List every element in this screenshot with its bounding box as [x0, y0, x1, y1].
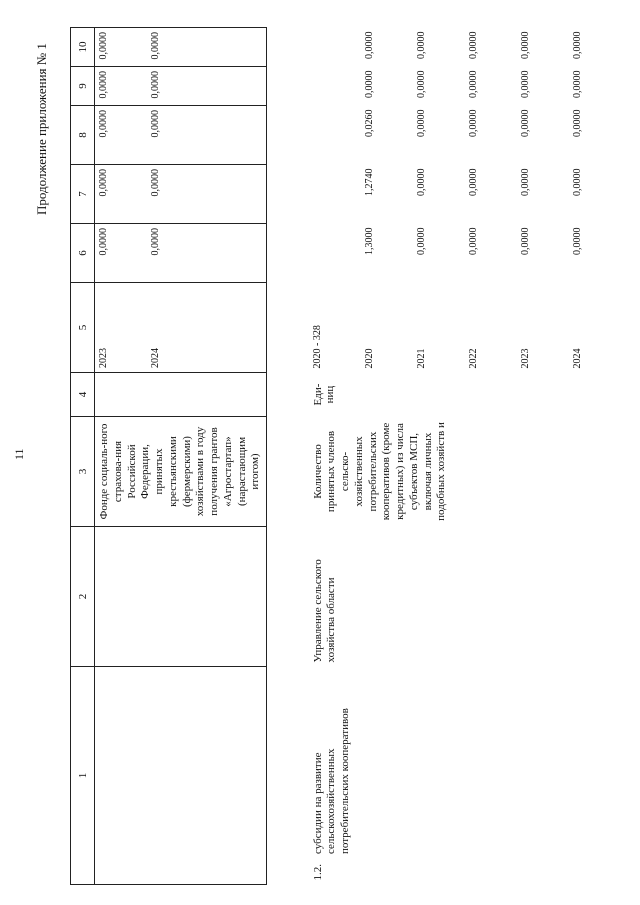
- value: 0,0000: [467, 109, 479, 137]
- value: 0,0000: [571, 109, 583, 137]
- value: 0,0000: [98, 71, 109, 99]
- value: 0,0000: [415, 227, 427, 255]
- year-value: 2023: [519, 348, 531, 369]
- base-value: 2020 - 328: [311, 325, 323, 369]
- value: 0,0000: [415, 109, 427, 137]
- value-cell: [95, 106, 267, 165]
- value: 0,0000: [519, 31, 531, 59]
- column-header: 2: [71, 527, 95, 667]
- column-header: 10: [71, 28, 95, 67]
- year-value: 2023: [98, 348, 109, 368]
- column-header: 1: [71, 667, 95, 885]
- empty-cell: [95, 667, 267, 885]
- section-description: субсидии на развитие сельскохозяйственных потребительских кооперативов: [311, 708, 351, 854]
- column-header: 8: [71, 106, 95, 165]
- value: 0,0000: [519, 109, 531, 137]
- value: 1,2740: [363, 168, 375, 196]
- column-number-row: [71, 28, 95, 885]
- value-cell: [95, 165, 267, 224]
- year-value: 2024: [150, 348, 161, 368]
- value: 0,0000: [363, 31, 375, 59]
- indicators-table: [70, 27, 627, 885]
- value: 0,0000: [98, 228, 109, 256]
- table-row: [95, 28, 267, 885]
- column-header: 4: [71, 373, 95, 417]
- value: 0,0000: [467, 70, 479, 98]
- continued-indicator-name: Фонде социаль-ного страхова-ния Российской Федерации, принятых крестьянскими (фермерскими) хозяйствами в году получения грантов «Агростартап» (нарастающим итогом): [95, 417, 267, 527]
- column-header: 5: [71, 283, 95, 373]
- value: 0,0000: [467, 227, 479, 255]
- appendix-header: Продолжение приложения № 1: [34, 43, 49, 215]
- value: 0,0000: [519, 227, 531, 255]
- value: 0,0000: [150, 110, 161, 138]
- value-cell: [309, 28, 627, 67]
- value: 0,0000: [98, 110, 109, 138]
- section-cell: [309, 667, 627, 885]
- value: 0,0000: [519, 70, 531, 98]
- value: 0,0000: [98, 32, 109, 60]
- year-value: 2024: [571, 348, 583, 369]
- value: 0,0000: [150, 32, 161, 60]
- value-cell: [309, 165, 627, 224]
- value-cell: [309, 106, 627, 165]
- table-row: [309, 28, 627, 885]
- value: 0,0000: [415, 168, 427, 196]
- column-header: 3: [71, 417, 95, 527]
- value: 0,0000: [98, 169, 109, 197]
- empty-cell: [95, 527, 267, 667]
- spacer-row: [267, 28, 309, 885]
- page-number: 11: [12, 448, 26, 460]
- value: 0,0000: [415, 31, 427, 59]
- column-header: 9: [71, 67, 95, 106]
- value-cell: [95, 28, 267, 67]
- value: 0,0000: [150, 228, 161, 256]
- empty-cell: [95, 373, 267, 417]
- indicator-name: Количество принятых членов сельско-хозяйственных потребительских кооперативов (кроме кредитных) из числа субъектов МСП, включая личных подобных хозяйств и: [311, 422, 448, 521]
- value: 0,0000: [467, 168, 479, 196]
- value-cell: [309, 67, 627, 106]
- year-cell: [95, 283, 267, 373]
- year-value: 2022: [467, 348, 479, 369]
- section-number: 1.2.: [311, 864, 324, 881]
- value-cell: [95, 224, 267, 283]
- value: 0,0000: [571, 227, 583, 255]
- year-cell: [309, 283, 627, 373]
- value: 0,0000: [363, 70, 375, 98]
- year-value: 2021: [415, 348, 427, 369]
- responsible-department: Управление сельского хозяйства области: [311, 559, 338, 663]
- value: 1,3000: [363, 227, 375, 255]
- year-value: 2020: [363, 348, 375, 369]
- value: 0,0260: [363, 109, 375, 137]
- value-cell: [95, 67, 267, 106]
- column-header: 6: [71, 224, 95, 283]
- value: 0,0000: [571, 70, 583, 98]
- unit-of-measure: Еди-ниц: [311, 383, 337, 406]
- column-header: 7: [71, 165, 95, 224]
- value: 0,0000: [150, 71, 161, 99]
- value-cell: [309, 224, 627, 283]
- section-label: [312, 671, 353, 881]
- value: 0,0000: [519, 168, 531, 196]
- value: 0,0000: [571, 31, 583, 59]
- value: 0,0000: [467, 31, 479, 59]
- value: 0,0000: [571, 168, 583, 196]
- value: 0,0000: [415, 70, 427, 98]
- value: 0,0000: [150, 169, 161, 197]
